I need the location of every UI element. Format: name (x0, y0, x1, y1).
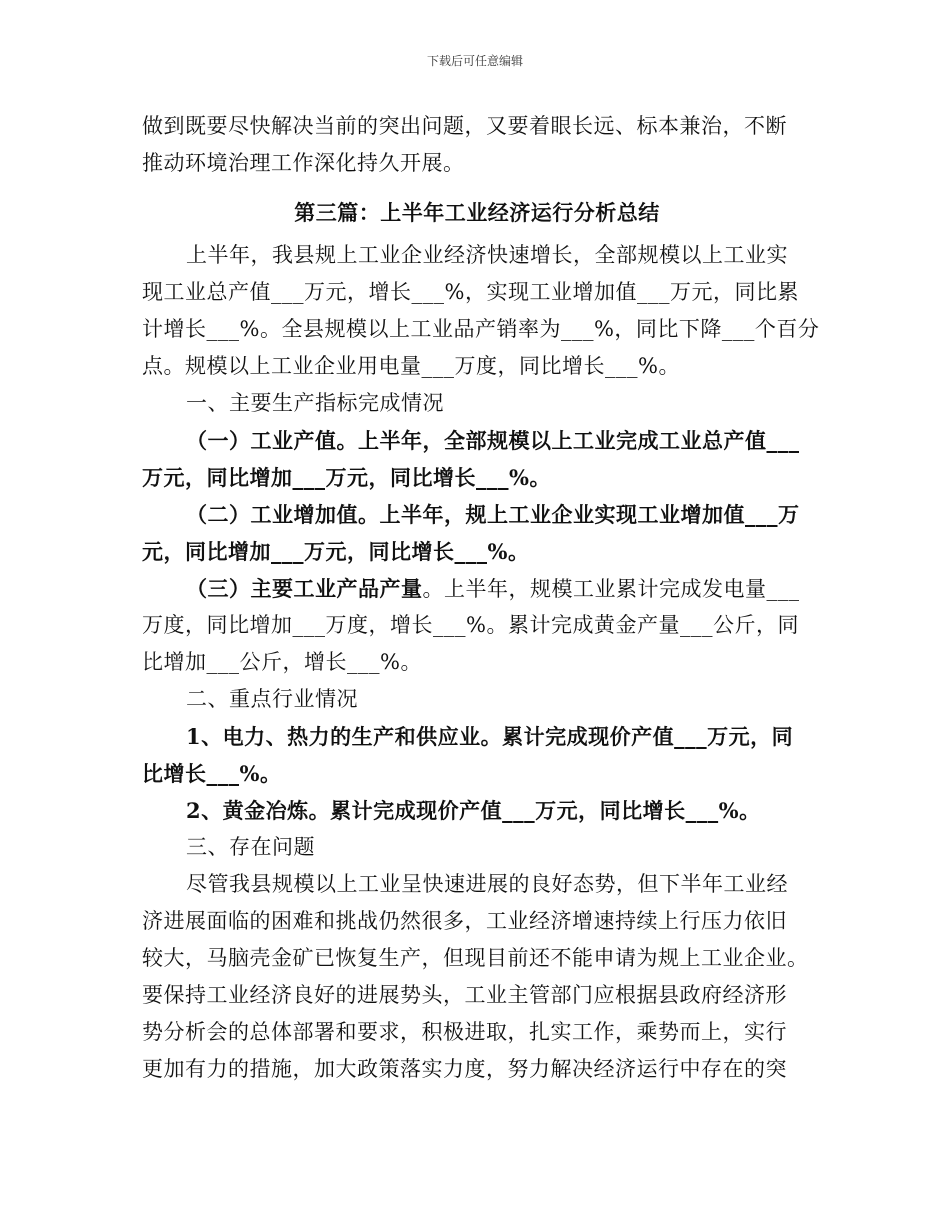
item1-line-1: （一）工业产值。上半年，全部规模以上工业完成工业总产值___ (186, 428, 800, 453)
item1-line-2: 万元，同比增加___万元，同比增长___%。 (142, 465, 551, 490)
problem-line-2: 济进展面临的困难和挑战仍然很多，工业经济增速持续上行压力依旧 (142, 909, 787, 933)
industry2-line: 2、黄金冶炼。累计完成现价产值___万元，同比增长___%。 (186, 798, 761, 823)
item2-line-2: 元，同比增加___万元，同比增长___%。 (142, 539, 530, 564)
intro-line-1: 做到既要尽快解决当前的突出问题，又要着眼长远、标本兼治，不断 (142, 114, 787, 138)
heading-2: 二、重点行业情况 (186, 687, 358, 711)
summary-line-1: 上半年，我县规上工业企业经济快速增长，全部规模以上工业实 (186, 243, 788, 267)
heading-1: 一、主要生产指标完成情况 (186, 391, 444, 415)
heading-3: 三、存在问题 (186, 835, 315, 859)
item3-line-1 (142, 570, 812, 607)
page-header: 下载后可任意编辑 (426, 54, 523, 68)
item3-line-2: 万度，同比增加___万度，增长___%。累计完成黄金产量___公斤，同 (142, 613, 799, 637)
problem-line-4: 要保持工业经济良好的进展势头，工业主管部门应根据县政府经济形 (142, 983, 787, 1007)
problem-line-5: 势分析会的总体部署和要求，积极进取，扎实工作，乘势而上，实行 (142, 1020, 787, 1044)
item2-line-1: （二）工业增加值。上半年，规上工业企业实现工业增加值___万 (186, 502, 800, 527)
section-title: 第三篇：上半年工业经济运行分析总结 (294, 200, 660, 225)
problem-line-1: 尽管我县规模以上工业呈快速进展的良好态势，但下半年工业经 (186, 872, 788, 896)
item3-rest: 。上半年，规模工业累计完成发电量___ (422, 577, 800, 601)
industry1-line-1: 1、电力、热力的生产和供应业。累计完成现价产值___万元，同 (186, 724, 794, 749)
document-body (142, 108, 820, 1088)
summary-line-2: 现工业总产值___万元，增长___%，实现工业增加值___万元，同比累 (142, 280, 799, 304)
summary-line-4: 点。规模以上工业企业用电量___万度，同比增长___%。 (142, 354, 680, 378)
problem-line-6: 更加有力的措施，加大政策落实力度，努力解决经济运行中存在的突 (142, 1057, 787, 1081)
intro-line-2: 推动环境治理工作深化持久开展。 (142, 151, 465, 175)
problem-line-3: 较大，马脑壳金矿已恢复生产，但现目前还不能申请为规上工业企业。 (142, 946, 809, 970)
industry1-line-2: 比增长___%。 (142, 761, 282, 786)
item3-line-3: 比增加___公斤，增长___%。 (142, 650, 422, 674)
item3-bold-part: （三）主要工业产品产量 (186, 576, 423, 601)
summary-line-3: 计增长___%。全县规模以上工业品产销率为___%，同比下降___个百分 (142, 317, 820, 341)
